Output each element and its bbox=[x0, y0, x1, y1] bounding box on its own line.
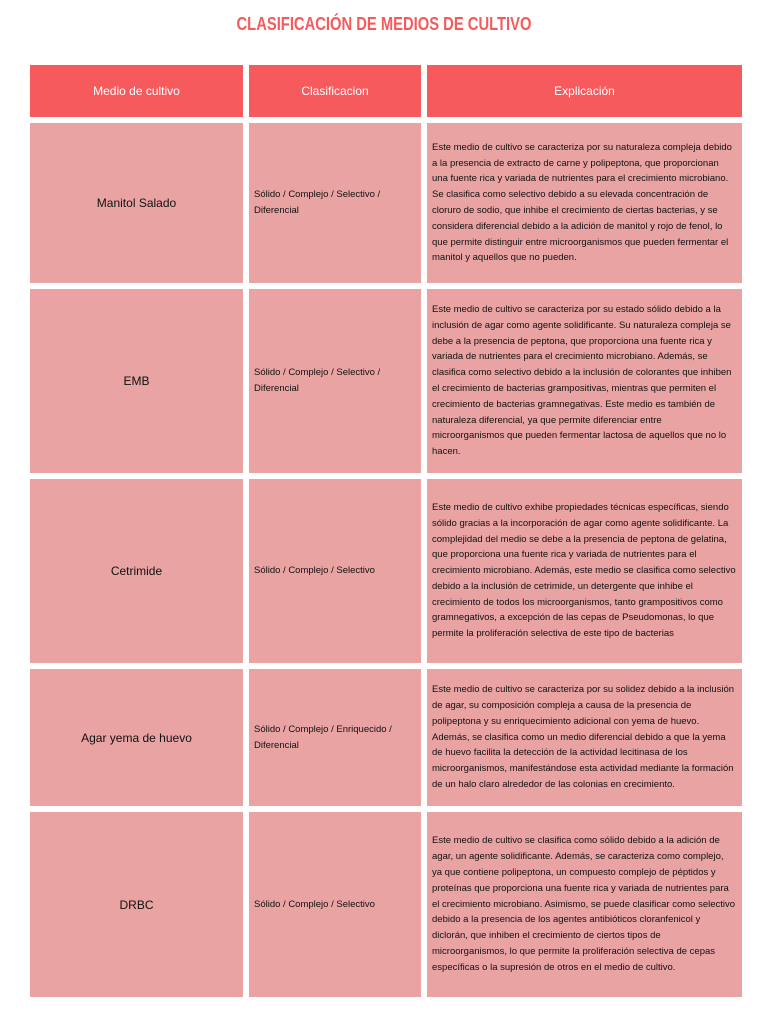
cell-explicacion: Este medio de cultivo se caracteriza por su solidez debido a la inclusión de agar, su composición compleja a causa de la presencia de polipeptona y su enriquecimiento adicional con yema de huevo. Además, se clasifica como un medio diferencial debido a que la yema de huevo facilita la detección de la actividad lecitinasa de los microorganismos, manifestándose esta actividad mediante la formación de un halo claro alrededor de las colonias en crecimiento. bbox=[427, 669, 742, 806]
cell-explicacion: Este medio de cultivo se caracteriza por su estado sólido debido a la inclusión de agar como agente solidificante. Su naturaleza compleja se debe a la presencia de peptona, que proporciona una fuente rica y variada de nutrientes para el crecimiento microbiano. Además, se clasifica como selectivo debido a la inclusión de colorantes que inhiben el crecimiento de bacterias grampositivas, mientras que permiten el crecimiento de bacterias gramnegativas. Este medio es también de naturaleza diferencial, ya que permite diferenciar entre microorganismos que pueden fermentar lactosa de aquellos que no lo hacen. bbox=[427, 289, 742, 473]
header-explicacion: Explicación bbox=[427, 65, 742, 117]
table-row bbox=[30, 812, 742, 997]
table-row bbox=[30, 669, 742, 806]
header-medio: Medio de cultivo bbox=[30, 65, 243, 117]
cell-medio: Agar yema de huevo bbox=[30, 669, 243, 806]
cell-clasificacion: Sólido / Complejo / Selectivo / Diferencial bbox=[249, 289, 421, 473]
table-row bbox=[30, 289, 742, 473]
cell-clasificacion: Sólido / Complejo / Selectivo / Diferencial bbox=[249, 123, 421, 283]
table-row bbox=[30, 479, 742, 663]
cell-explicacion: Este medio de cultivo se caracteriza por su naturaleza compleja debido a la presencia de extracto de carne y polipeptona, que proporcionan una fuente rica y variada de nutrientes para el crecimiento microbiano. Se clasifica como selectivo debido a su elevada concentración de cloruro de sodio, que inhibe el crecimiento de ciertas bacterias, y se considera diferencial debido a la adición de manitol y rojo de fenol, lo que permite distinguir entre microorganismos que pueden fermentar el manitol y aquellos que no pueden. bbox=[427, 123, 742, 283]
table-header bbox=[30, 65, 742, 117]
cell-medio: EMB bbox=[30, 289, 243, 473]
cell-clasificacion: Sólido / Complejo / Enriquecido / Diferencial bbox=[249, 669, 421, 806]
cell-explicacion: Este medio de cultivo se clasifica como sólido debido a la adición de agar, un agente solidificante. Además, se caracteriza como complejo, ya que contiene polipeptona, un compuesto complejo de péptidos y proteínas que proporciona una fuente rica y variada de nutrientes para el crecimiento microbiano. Asimismo, se puede clasificar como selectivo debido a la presencia de los agentes antibióticos cloranfenicol y diclorán, que inhiben el crecimiento de ciertos tipos de microorganismos, lo que permite la proliferación selectiva de cepas específicas o la supresión de otros en el medio de cultivo. bbox=[427, 812, 742, 997]
cell-medio: Manitol Salado bbox=[30, 123, 243, 283]
cell-clasificacion: Sólido / Complejo / Selectivo bbox=[249, 479, 421, 663]
page-title: CLASIFICACIÓN DE MEDIOS DE CULTIVO bbox=[236, 14, 532, 34]
cell-explicacion: Este medio de cultivo exhibe propiedades técnicas específicas, siendo sólido gracias a la incorporación de agar como agente solidificante. La complejidad del medio se debe a la presencia de peptona de gelatina, que proporciona una fuente rica y variada de nutrientes para el crecimiento microbiano. Además, este medio se clasifica como selectivo debido a la inclusión de cetrimide, un detergente que inhibe el crecimiento de todos los microorganismos, tanto grampositivos como gramnegativos, a excepción de las cepas de Pseudomonas, lo que permite la proliferación selectiva de este tipo de bacterias bbox=[427, 479, 742, 663]
table-row bbox=[30, 123, 742, 283]
cell-medio: Cetrimide bbox=[30, 479, 243, 663]
header-clasificacion: Clasificacion bbox=[249, 65, 421, 117]
cell-clasificacion: Sólido / Complejo / Selectivo bbox=[249, 812, 421, 997]
cell-medio: DRBC bbox=[30, 812, 243, 997]
culture-media-table bbox=[30, 65, 742, 1003]
